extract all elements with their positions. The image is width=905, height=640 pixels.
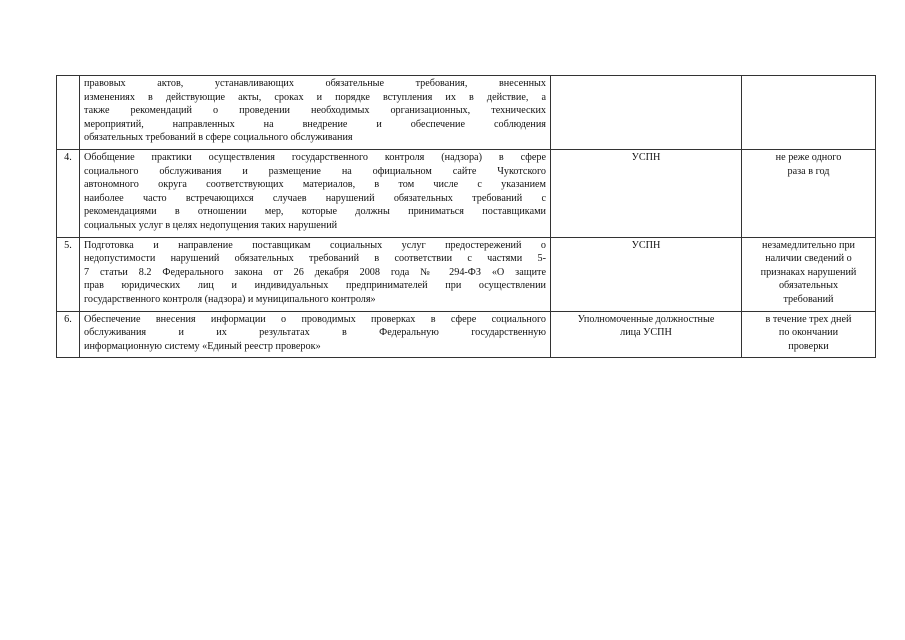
term-line: проверки — [788, 340, 829, 352]
responsible-line: УСПН — [631, 151, 661, 163]
text-line: социального обслуживания и размещение на официальном сайте Чукотского — [84, 165, 546, 177]
row-number: 5. — [57, 237, 80, 311]
term-line: незамедлительно при — [762, 239, 855, 251]
responsible-cell — [551, 311, 742, 358]
text-line: правовых актов, устанавливающих обязательные требования, внесенных — [84, 78, 546, 89]
text-line: обслуживания и их результатах в Федеральную государственную — [84, 327, 546, 339]
term-line: не реже одного — [775, 151, 842, 163]
row-number: 4. — [57, 149, 80, 237]
text-line: недопустимости нарушений обязательных требований в соответствии с частями 5- — [84, 253, 546, 265]
term-line: по окончании — [778, 327, 839, 339]
term-line: раза в год — [787, 165, 830, 177]
text-line: 7 статьи 8.2 Федерального закона от 26 декабря 2008 года № 294-ФЗ «О защите — [84, 266, 546, 278]
text-line: информационную систему «Единый реестр проверок» — [84, 340, 321, 352]
measure-description — [80, 76, 551, 150]
term-line: обязательных — [778, 280, 839, 292]
text-line: социальных услуг в целях недопущения таких нарушений — [84, 219, 338, 231]
term-line: признаках нарушений — [760, 266, 857, 278]
text-line: автономного округа соответствующих материалов, в том числе с указанием — [84, 179, 546, 191]
responsible-line: Уполномоченные должностные — [577, 313, 715, 325]
text-line: Обобщение практики осуществления государственного контроля (надзора) в сфере — [84, 151, 546, 163]
text-line: прав юридических лиц и индивидуальных предпринимателей при осуществлении — [84, 280, 546, 292]
text-line: рекомендациями в отношении мер, которые должны приниматься поставщиками — [84, 206, 546, 218]
measure-description — [80, 149, 551, 237]
text-line: изменениях в действующие акты, сроках и порядке вступления их в действие, а — [84, 91, 546, 103]
responsible-cell — [551, 76, 742, 150]
responsible-cell — [551, 149, 742, 237]
text-line: Обеспечение внесения информации о проводимых проверках в сфере социального — [84, 313, 546, 325]
responsible-line: лица УСПН — [620, 327, 672, 339]
term-line: в течение трех дней — [765, 313, 852, 325]
measure-description — [80, 311, 551, 358]
measures-table — [56, 75, 876, 358]
table-row — [57, 149, 876, 237]
table-row — [57, 237, 876, 311]
text-line: мероприятий, направленных на внедрение и обеспечение соблюдения — [84, 118, 546, 130]
term-cell — [742, 237, 876, 311]
text-line: обязательных требований в сфере социального обслуживания — [84, 132, 353, 144]
text-line: государственного контроля (надзора) и муниципального контроля» — [84, 293, 376, 305]
term-cell — [742, 311, 876, 358]
term-cell — [742, 76, 876, 150]
measure-description — [80, 237, 551, 311]
text-line: также рекомендаций о проведении необходимых организационных, технических — [84, 105, 546, 117]
responsible-line: УСПН — [631, 239, 661, 251]
term-line: требований — [783, 293, 834, 305]
table-row — [57, 311, 876, 358]
row-number — [57, 76, 80, 150]
table-row — [57, 76, 876, 150]
responsible-cell — [551, 237, 742, 311]
term-cell — [742, 149, 876, 237]
text-line: наиболее часто встречающихся случаев нарушений обязательных требований с — [84, 192, 546, 204]
text-line: Подготовка и направление поставщикам социальных услуг предостережений о — [84, 239, 546, 251]
term-line: наличии сведений о — [765, 253, 852, 265]
row-number: 6. — [57, 311, 80, 358]
